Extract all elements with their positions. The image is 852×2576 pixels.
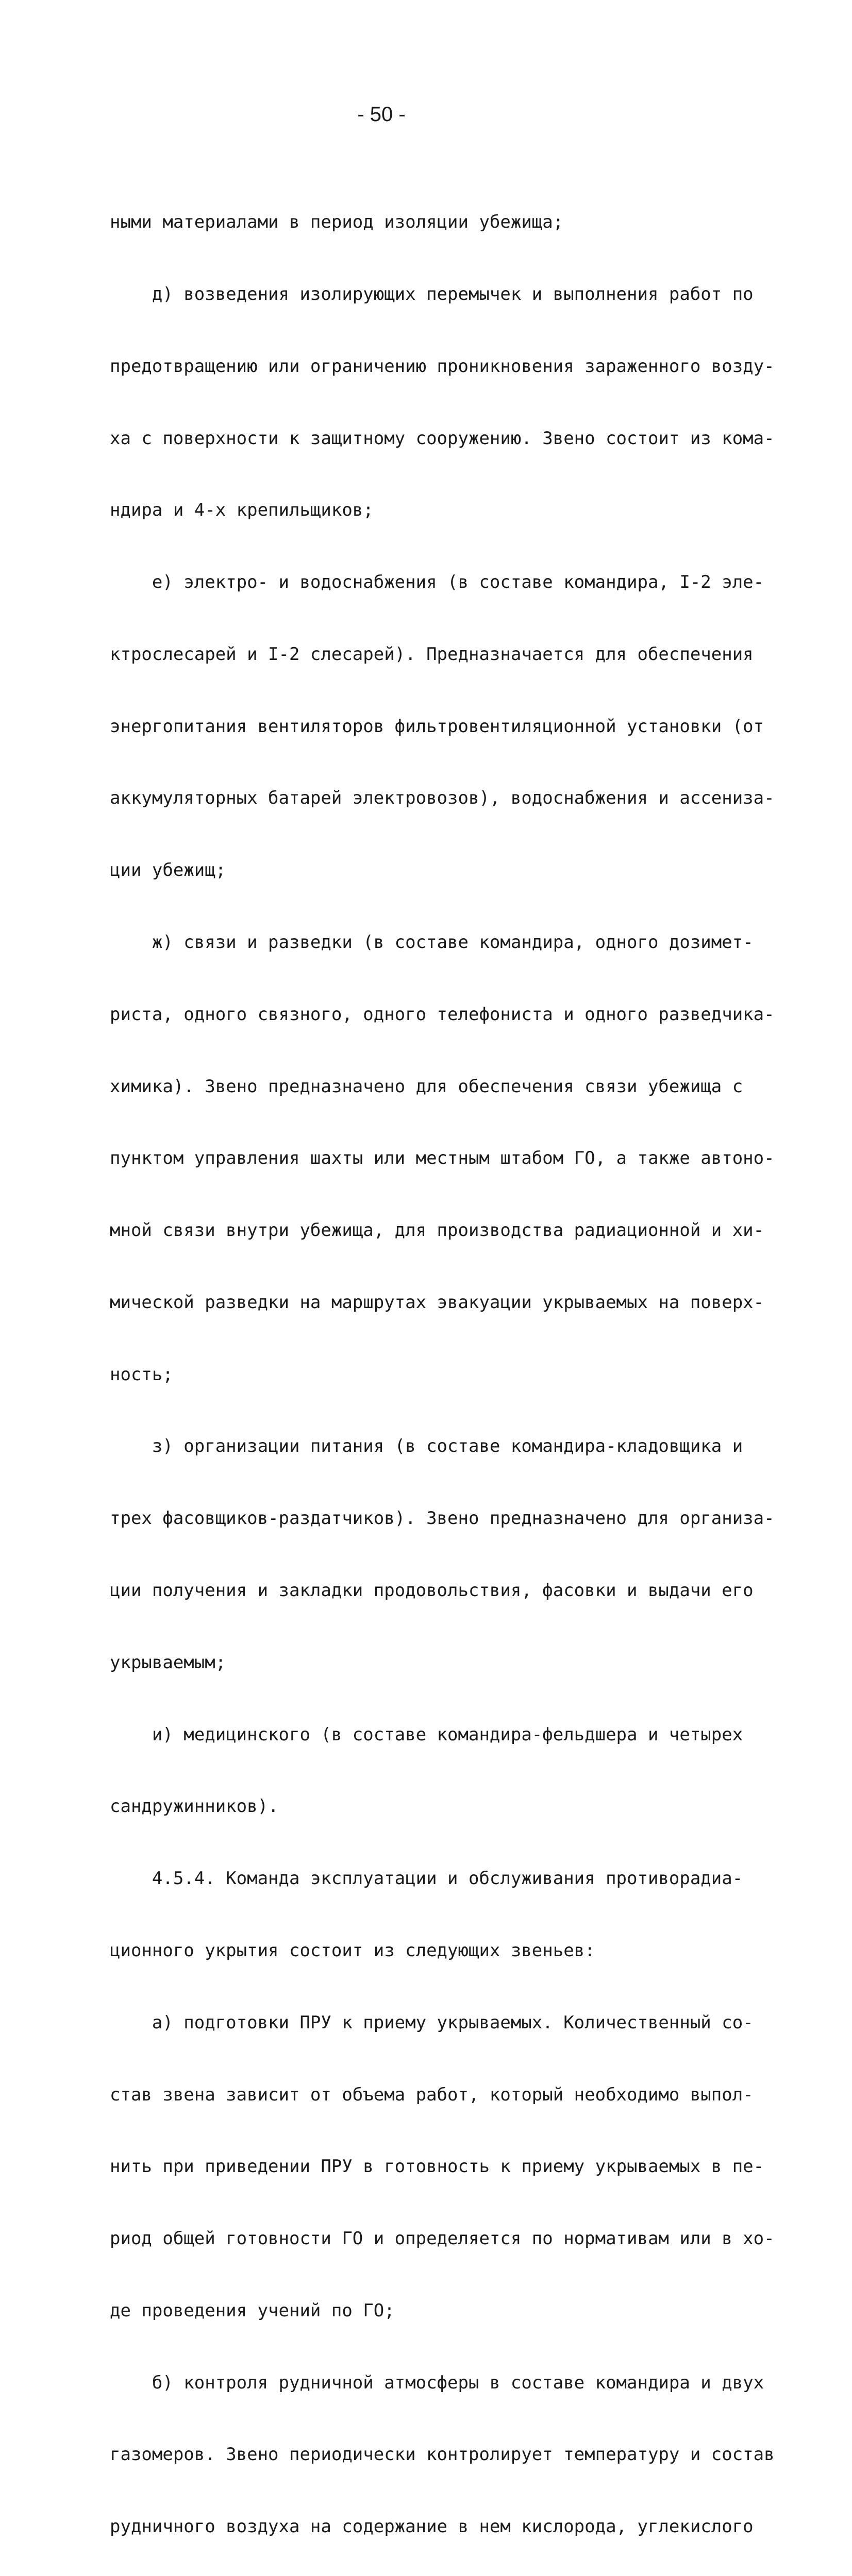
text-line: е) электро- и водоснабжения (в составе командира, I-2 эле- — [110, 572, 764, 593]
text-line: ж) связи и разведки (в составе командира, одного дозимет- — [110, 932, 754, 953]
text-line: нить при приведении ПРУ в готовность к приему укрываемых в пе- — [110, 2156, 764, 2177]
text-line: предотвращению или ограничению проникновения зараженного возду- — [110, 355, 775, 377]
text-line: став звена зависит от объема работ, который необходимо выпол- — [110, 2084, 754, 2105]
text-line: б) контроля рудничной атмосферы в составе командира и двух — [110, 2372, 764, 2393]
text-line: а) подготовки ПРУ к приему укрываемых. Количественный со- — [110, 2012, 754, 2033]
text-line: мной связи внутри убежища, для производства радиационной и хи- — [110, 1220, 764, 1241]
text-line: д) возведения изолирующих перемычек и выполнения работ по — [110, 283, 754, 304]
body-text — [110, 162, 775, 2576]
text-line: мической разведки на маршрутах эвакуации укрываемых на поверх- — [110, 1292, 764, 1313]
text-line: риста, одного связного, одного телефониста и одного разведчика- — [110, 1004, 775, 1025]
text-line: ционного укрытия состоит из следующих звеньев: — [110, 1940, 595, 1961]
text-line: рудничного воздуха на содержание в нем кислорода, углекислого — [110, 2516, 754, 2537]
text-line: з) организации питания (в составе командира-кладовщика и — [110, 1436, 743, 1457]
text-line: риод общей готовности ГО и определяется по нормативам или в хо- — [110, 2228, 775, 2249]
page-number: - 50 - — [357, 103, 406, 126]
text-line: ха с поверхности к защитному сооружению. Звено состоит из кома- — [110, 428, 775, 449]
text-line: де проведения учений по ГО; — [110, 2300, 395, 2321]
text-line: энергопитания вентиляторов фильтровентиляционной установки (от — [110, 716, 764, 737]
text-line: трех фасовщиков-раздатчиков). Звено предназначено для организа- — [110, 1508, 775, 1529]
text-line: ции убежищ; — [110, 860, 226, 881]
text-line: ными материалами в период изоляции убежища; — [110, 212, 564, 233]
text-line: укрываемым; — [110, 1652, 226, 1673]
text-line: ность; — [110, 1364, 173, 1385]
text-line: пунктом управления шахты или местным штабом ГО, а также автоно- — [110, 1148, 775, 1169]
text-line: ндира и 4-х крепильщиков; — [110, 500, 374, 521]
text-line: газомеров. Звено периодически контролирует температуру и состав — [110, 2444, 775, 2465]
text-line: химика). Звено предназначено для обеспечения связи убежища с — [110, 1076, 743, 1097]
text-line: и) медицинского (в составе командира-фельдшера и четырех — [110, 1724, 743, 1745]
text-line: ции получения и закладки продовольствия, фасовки и выдачи его — [110, 1580, 754, 1601]
text-line: сандружинников). — [110, 1796, 279, 1817]
text-line: аккумуляторных батарей электровозов), водоснабжения и ассениза- — [110, 788, 775, 809]
text-line: ктрослесарей и I-2 слесарей). Предназначается для обеспечения — [110, 643, 754, 665]
text-line: 4.5.4. Команда эксплуатации и обслуживания противорадиа- — [110, 1868, 743, 1889]
